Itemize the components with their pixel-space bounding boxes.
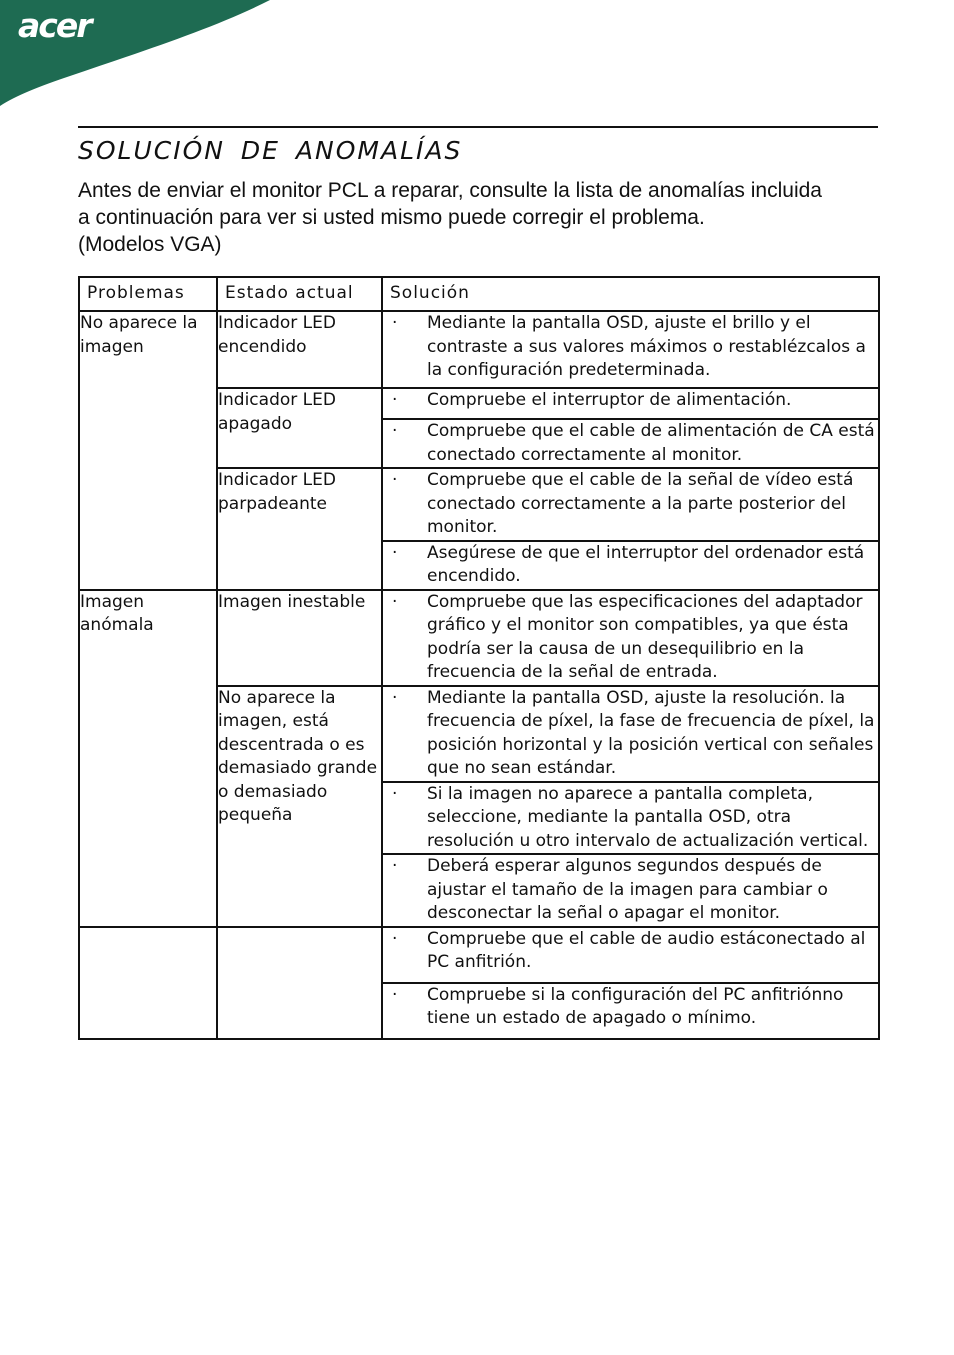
acer-logo: acer — [18, 6, 91, 45]
solution-cell — [382, 983, 879, 1039]
state-cell: Indicador LED parpadeante — [217, 468, 382, 590]
intro-paragraph — [78, 177, 898, 258]
bullet-dot: · — [392, 591, 398, 612]
solution-cell — [382, 388, 879, 419]
state-cell — [217, 927, 382, 1039]
solution-cell — [382, 854, 879, 927]
header-rule — [78, 126, 878, 128]
solution-text: Compruebe que el cable de alimentación de CA está conectado correctamente al monitor. — [427, 421, 875, 465]
table-header-row — [79, 277, 879, 311]
bullet-dot: · — [392, 470, 398, 490]
bullet-dot: · — [392, 313, 398, 333]
solution-cell — [382, 311, 879, 388]
solution-cell — [382, 468, 879, 541]
table-row — [79, 590, 879, 686]
solution-text: Asegúrese de que el interruptor del ordenador está encendido. — [427, 542, 865, 586]
state-cell: Imagen inestable — [217, 590, 382, 686]
problem-cell — [79, 927, 217, 1039]
solution-cell — [382, 541, 879, 590]
state-cell: No aparece la imagen, está descentrada o es demasiado grande o demasiado pequeña — [217, 686, 382, 927]
page-title: SOLUCIÓN DE ANOMALÍAS — [78, 136, 463, 165]
state-cell: Indicador LED encendido — [217, 311, 382, 388]
bullet-dot: · — [392, 928, 398, 949]
table-row — [79, 927, 879, 983]
solution-text: Mediante la pantalla OSD, ajuste la resolución. la frecuencia de píxel, la fase de frecuencia de píxel, la posición horizontal y la posición vertical con señales que no sean estándar. — [427, 687, 875, 778]
state-cell: Indicador LED apagado — [217, 388, 382, 468]
solution-cell — [382, 782, 879, 855]
solution-cell — [382, 419, 879, 468]
solution-cell — [382, 927, 879, 983]
intro-line: (Modelos VGA) — [78, 233, 222, 256]
header-state: Estado actual — [217, 277, 382, 311]
intro-line: Antes de enviar el monitor PCL a reparar, consulte la lista de anomalías incluida — [78, 179, 822, 202]
bullet-dot: · — [392, 390, 398, 410]
bullet-dot: · — [392, 984, 398, 1005]
intro-line: a continuación para ver si usted mismo puede corregir el problema. — [78, 206, 705, 229]
bullet-dot: · — [392, 687, 398, 708]
bullet-dot: · — [392, 783, 398, 804]
problem-cell: Imagen anómala — [79, 590, 217, 927]
solution-text: Compruebe el interruptor de alimentación. — [427, 390, 792, 410]
solution-text: Compruebe si la configuración del PC anfitriónno tiene un estado de apagado o mínimo. — [427, 984, 844, 1028]
solution-cell — [382, 590, 879, 686]
header-problems: Problemas — [79, 277, 217, 311]
solution-text: Compruebe que el cable de audio estáconectado al PC anfitrión. — [427, 928, 866, 972]
solution-text: Compruebe que el cable de la señal de vídeo está conectado correctamente a la parte posterior del monitor. — [427, 470, 854, 537]
solution-text: Compruebe que las especificaciones del adaptador gráfico y el monitor son compatibles, ya que ésta podría ser la causa de un desequilibrio en la frecuencia de la señal de entrada. — [427, 591, 863, 682]
table-row — [79, 311, 879, 388]
bullet-dot: · — [392, 421, 398, 441]
bullet-dot: · — [392, 856, 398, 876]
bullet-dot: · — [392, 542, 398, 563]
solution-text: Mediante la pantalla OSD, ajuste el brillo y el contraste a sus valores máximos o restablézcalos a la configuración predeterminada. — [427, 313, 866, 380]
solution-cell — [382, 686, 879, 782]
solution-text: Deberá esperar algunos segundos después de ajustar el tamaño de la imagen para cambiar o desconectar la señal o apagar el monitor. — [427, 856, 828, 923]
header-solution: Solución — [382, 277, 879, 311]
problem-cell: No aparece la imagen — [79, 311, 217, 590]
troubleshooting-table — [78, 276, 880, 1040]
solution-text: Si la imagen no aparece a pantalla completa, seleccione, mediante la pantalla OSD, otra resolución u otro intervalo de actualización vertical. — [427, 783, 869, 851]
